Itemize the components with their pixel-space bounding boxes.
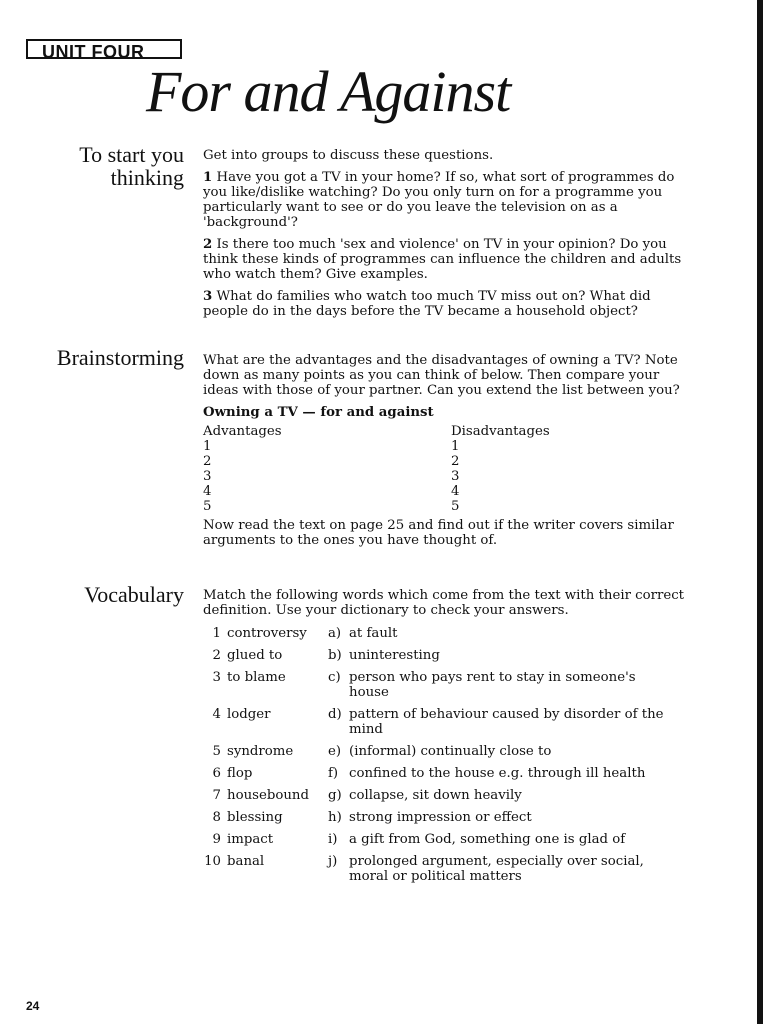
list-number: 4 — [451, 484, 460, 499]
vocab-number: 1 — [212, 626, 221, 641]
vocab-item — [203, 810, 693, 825]
vocab-list — [203, 626, 693, 891]
vocab-item — [203, 766, 693, 781]
list-number: 3 — [203, 469, 212, 484]
vocab-word: lodger — [227, 707, 271, 722]
vocab-item — [203, 788, 693, 803]
vocab-item — [203, 670, 693, 700]
vocab-letter: c) — [328, 670, 341, 685]
vocab-word: glued to — [227, 648, 283, 663]
vocab-number: 8 — [212, 810, 221, 825]
vocab-definition: at fault — [349, 626, 398, 641]
vocab-word: impact — [227, 832, 274, 847]
list-number: 2 — [451, 454, 460, 469]
vocab-word: banal — [227, 854, 265, 869]
vocab-word: housebound — [227, 788, 309, 803]
vocab-letter: i) — [328, 832, 338, 847]
vocab-definition: a gift from God, something one is glad of — [349, 832, 626, 847]
vocab-item — [203, 648, 693, 663]
start-section-body — [203, 148, 698, 326]
vocab-letter: f) — [328, 766, 339, 781]
vocab-definition: pattern of behaviour caused by disorder of the mind — [349, 707, 664, 737]
section-heading-start — [79, 143, 184, 189]
vocab-letter: h) — [328, 810, 342, 825]
vocab-item — [203, 707, 693, 737]
disadvantages-column — [451, 424, 550, 514]
question — [203, 237, 698, 282]
vocab-number: 9 — [212, 832, 221, 847]
vocab-number: 2 — [212, 648, 221, 663]
heading-line: To start you — [79, 142, 184, 167]
unit-label — [26, 39, 182, 62]
list-number: 1 — [451, 439, 460, 454]
vocab-intro: Match the following words which come from the text with their correct definition. Use your dictionary to check your answers. — [203, 588, 685, 618]
vocab-letter: b) — [328, 648, 342, 663]
unit-label-text: UNIT FOUR — [42, 42, 145, 62]
vocab-definition: uninteresting — [349, 648, 440, 663]
vocab-letter: g) — [328, 788, 342, 803]
vocab-definition: (informal) continually close to — [349, 744, 552, 759]
vocab-number: 10 — [204, 854, 221, 869]
list-number: 5 — [203, 499, 212, 514]
vocab-definition: collapse, sit down heavily — [349, 788, 522, 803]
vocab-word: to blame — [227, 670, 286, 685]
question-number: 3 — [203, 289, 213, 304]
brainstorm-subheading: Owning a TV — for and against — [203, 405, 434, 420]
vocab-word: controversy — [227, 626, 307, 641]
question — [203, 170, 698, 230]
question-text: What do families who watch too much TV miss out on? What did people do in the days before the TV became a household object? — [203, 289, 651, 319]
question-text: Is there too much 'sex and violence' on TV in your opinion? Do you think these kinds of programmes can influence the children and adults who watch them? Give examples. — [203, 237, 682, 282]
vocab-number: 6 — [212, 766, 221, 781]
disadvantages-label: Disadvantages — [451, 424, 550, 439]
vocab-number: 5 — [212, 744, 221, 759]
vocab-word: blessing — [227, 810, 283, 825]
vocab-item — [203, 854, 693, 884]
vocab-item — [203, 626, 693, 641]
list-number: 2 — [203, 454, 212, 469]
list-number: 4 — [203, 484, 212, 499]
page-number: 24 — [26, 999, 40, 1013]
question-number: 2 — [203, 237, 213, 252]
brainstorm-outro: Now read the text on page 25 and find out if the writer covers similar arguments to the ones you have thought of. — [203, 518, 674, 548]
vocab-number: 3 — [212, 670, 221, 685]
advantages-label: Advantages — [203, 424, 282, 439]
question — [203, 289, 698, 319]
vocab-definition: prolonged argument, especially over social, moral or political matters — [349, 854, 644, 884]
vocab-letter: e) — [328, 744, 342, 759]
section-heading-vocabulary: Vocabulary — [84, 582, 184, 607]
vocab-letter: d) — [328, 707, 342, 722]
question-number: 1 — [203, 170, 213, 185]
question-text: Have you got a TV in your home? If so, what sort of programmes do you like/dislike watching? Do you only turn on for a programme you particularly want to see or do you leave the television on as a 'background'? — [203, 170, 675, 230]
vocab-number: 7 — [212, 788, 221, 803]
for-against-columns — [203, 424, 698, 514]
list-number: 5 — [451, 499, 460, 514]
vocab-word: flop — [227, 766, 253, 781]
list-number: 3 — [451, 469, 460, 484]
vocab-definition: person who pays rent to stay in someone's house — [349, 670, 636, 700]
brainstorm-intro: What are the advantages and the disadvantages of owning a TV? Note down as many points as you can think of below. Then compare your ideas with those of your partner. Can you extend the list between you? — [203, 353, 680, 398]
page-edge-bar — [757, 0, 763, 1024]
vocab-item — [203, 744, 693, 759]
brainstorm-section-body — [203, 353, 698, 555]
advantages-column — [203, 424, 282, 514]
vocab-definition: confined to the house e.g. through ill health — [349, 766, 646, 781]
section-heading-brainstorming: Brainstorming — [56, 345, 184, 370]
list-number: 1 — [203, 439, 212, 454]
vocab-letter: a) — [328, 626, 342, 641]
vocab-word: syndrome — [227, 744, 294, 759]
vocab-number: 4 — [212, 707, 221, 722]
vocab-definition: strong impression or effect — [349, 810, 532, 825]
start-intro: Get into groups to discuss these questions. — [203, 148, 494, 163]
heading-line: thinking — [110, 165, 184, 190]
page-title: For and Against — [146, 59, 511, 124]
vocab-item — [203, 832, 693, 847]
vocab-letter: j) — [328, 854, 338, 869]
